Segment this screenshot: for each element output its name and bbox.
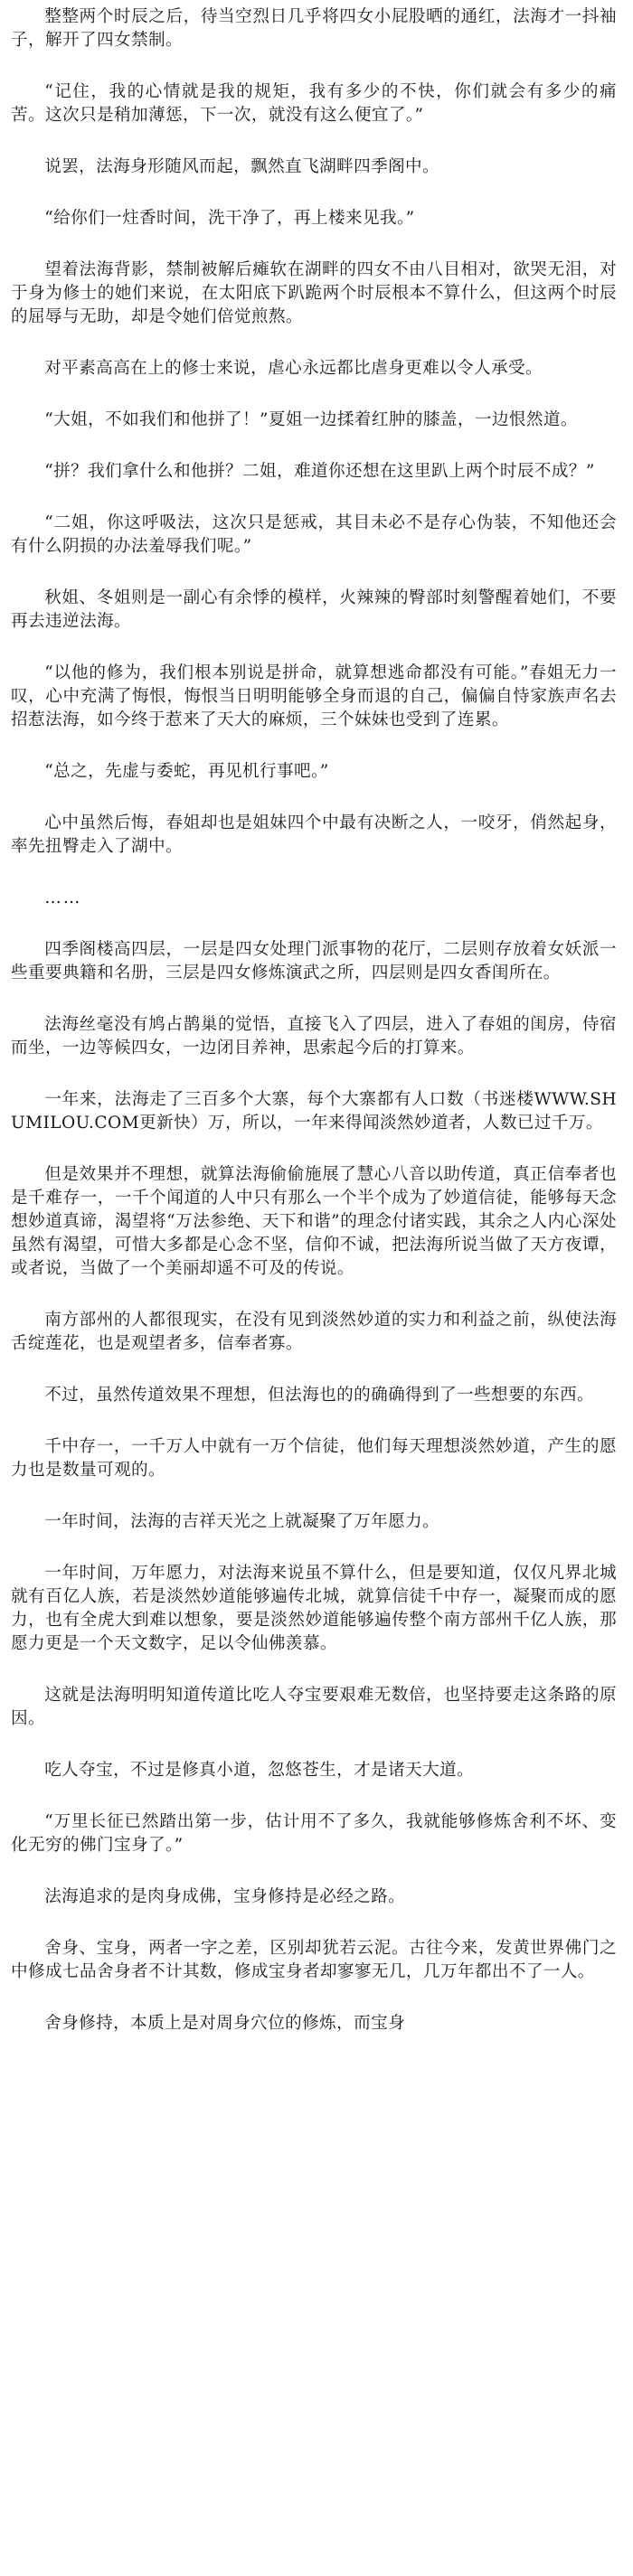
- paragraph-3: 说罢，法海身形随风而起，飘然直飞湖畔四季阁中。: [44, 157, 440, 176]
- paragraph-25: 吃人夺宝，不过是修真小道，忽悠苍生，才是诸天大道。: [44, 1761, 475, 1780]
- paragraph-27: 法海追求的是肉身成佛，宝身修持是必经之路。: [44, 1887, 406, 1906]
- paragraph-23: 一年时间，万年愿力，对法海来说虽不算什么，但是要知道，仅仅凡界北城就有百亿人族，若是淡然妙道能够遍传北城，就算信徒千中存一，凝聚而成的愿力，也有全虎大到难以想象，要是淡然妙道能够遍传整个南方部州千亿人族，那愿力更是一个天文数字，足以令仙佛羡慕。: [11, 1564, 617, 1653]
- paragraph-9: “二姐，你这呼吸法，这次只是惩戒，其目未必不是存心伪装，不知他还会有什么阴损的办法羞辱我们呢。”: [11, 513, 617, 556]
- paragraph-4: “给你们一炷香时间，洗干净了，再上楼来见我。”: [44, 209, 415, 228]
- paragraph-15: 四季阁楼高四层，一层是四女处理门派事物的花厅，二层则存放着女妖派一些重要典籍和名册，三层是四女修炼演武之所，四层则是四女香闺所在。: [11, 940, 617, 982]
- paragraph-24: 这就是法海明明知道传道比吃人夺宝要艰难无数倍，也坚持要走这条路的原因。: [11, 1686, 617, 1728]
- paragraph-28: 舍身、宝身，两者一字之差，区别却犹若云泥。古往今来，发黄世界佛门之中修成七品舍身者不计其数，修成宝身者却寥寥无几，几万年都出不了一人。: [11, 1939, 617, 1981]
- paragraph-20: 不过，虽然传道效果不理想，但法海也的的确确得到了一些想要的东西。: [44, 1386, 594, 1405]
- paragraph-18: 但是效果并不理想，就算法海偷偷施展了慧心八音以助传道，真正信奉者也是千难存一，一千个闻道的人中只有那么一个半个成为了妙道信徒，能够每天念想妙道真谛，渴望将“万法参绝、天下和谐”的理念付诸实践，其余之人内心深处虽然有渴望，可惜大多都是心念不坚，信仰不诚，把法海所说当做了天方夜谭，或者说，当做了一个美丽却遥不可及的传说。: [11, 1165, 617, 1278]
- paragraph-16: 法海丝毫没有鸠占鹊巢的觉悟，直接飞入了四层，进入了春姐的闺房，侍宿而坐，一边等候四女，一边闭目养神，思索起今后的打算来。: [11, 1015, 617, 1058]
- paragraph-12: “总之，先虚与委蛇，再见机行事吧。”: [44, 762, 329, 781]
- paragraph-19: 南方部州的人都很现实，在没有见到淡然妙道的实力和利益之前，纵使法海舌绽莲花，也是观望者多，信奉者寡。: [11, 1311, 617, 1353]
- scene-break-ellipsis: ……: [44, 888, 82, 907]
- paragraph-6: 对平素高高在上的修士来说，虐心永远都比虐身更难以令人承受。: [44, 359, 543, 378]
- paragraph-2: “记住，我的心情就是我的规矩，我有多少的不快，你们就会有多少的痛苦。这次只是稍加薄惩，下一次，就没有这么便宜了。”: [11, 82, 617, 125]
- paragraph-26: “万里长征已然踏出第一步，估计用不了多久，我就能够修炼舍利不坏、变化无穷的佛门宝身了。”: [11, 1812, 617, 1855]
- paragraph-10: 秋姐、冬姐则是一副心有余悸的模样，火辣辣的臀部时刻警醒着她们，不要再去违逆法海。: [11, 588, 617, 631]
- paragraph-21: 千中存一，一千万人中就有一万个信徒，他们每天理想淡然妙道，产生的愿力也是数量可观的。: [11, 1437, 617, 1480]
- paragraph-13: 心中虽然后悔，春姐却也是姐妹四个中最有决断之人，一咬牙，俏然起身，率先扭臀走入了湖中。: [11, 813, 617, 856]
- paragraph-7: “大姐，不如我们和他拼了！”夏姐一边揉着红肿的膝盖，一边恨然道。: [44, 410, 578, 429]
- paragraph-8: “拼？我们拿什么和他拼？二姐，难道你还想在这里趴上两个时辰不成？”: [44, 462, 595, 481]
- paragraph-22: 一年时间，法海的吉祥天光之上就凝聚了万年愿力。: [44, 1512, 440, 1531]
- paragraph-17: 一年来，法海走了三百多个大寨，每个大寨都有人口数（书迷楼WWW.SHUMILOU.COM更新快）万，所以，一年来得闻淡然妙道者，人数已过千万。: [11, 1090, 617, 1133]
- paragraph-11: “以他的修为，我们根本别说是拼命，就算想逃命都没有可能。”春姐无力一叹，心中充满了悔恨，悔恨当日明明能够全身而退的自己，偏偏自恃家族声名去招惹法海，如今终于惹来了天大的麻烦，三个妹妹也受到了连累。: [11, 663, 617, 729]
- paragraph-29: 舍身修持，本质上是对周身穴位的修炼，而宝身: [44, 2014, 406, 2033]
- paragraph-1: 整整两个时辰之后，待当空烈日几乎将四女小屁股晒的通红，法海才一抖袖子，解开了四女禁制。: [11, 7, 617, 50]
- paragraph-5: 望着法海背影，禁制被解后瘫软在湖畔的四女不由八目相对，欲哭无泪，对于身为修士的她们来说，在太阳底下趴跪两个时辰根本不算什么，但这两个时辰的屈辱与无助，却是令她们倍觉煎熬。: [11, 260, 617, 326]
